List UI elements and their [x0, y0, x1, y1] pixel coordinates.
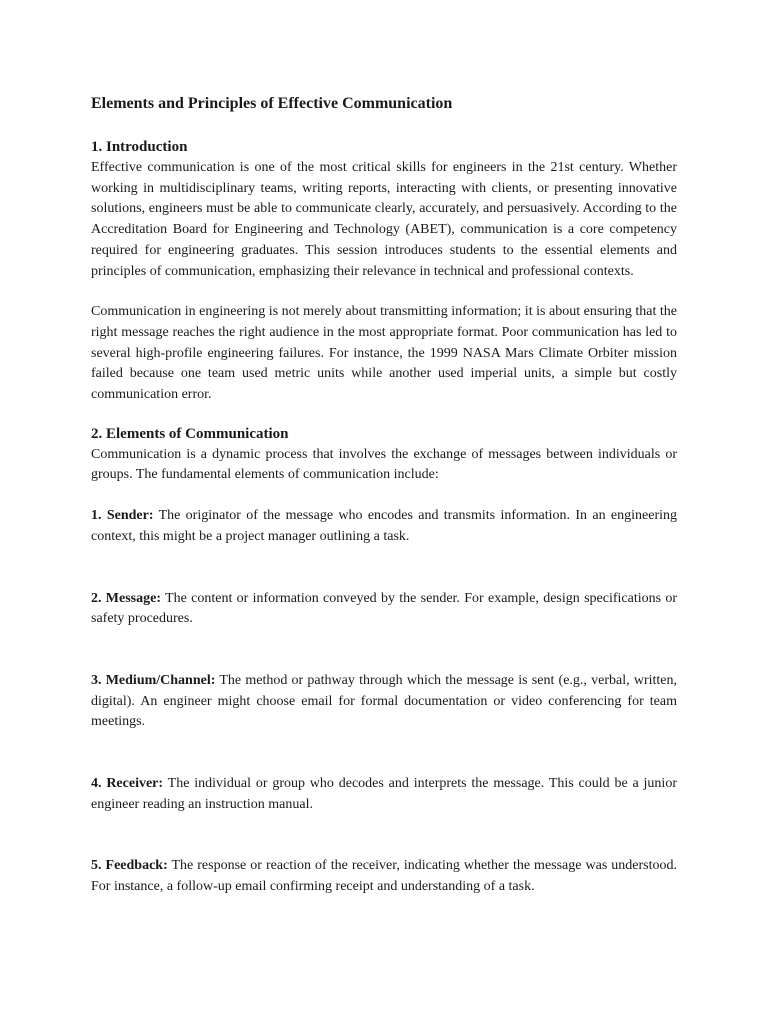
element-label: 2. Message: — [91, 590, 162, 606]
element-receiver — [91, 774, 677, 815]
intro-paragraph-2: Communication in engineering is not merely about transmitting information; it is about ensuring that the right message reaches the right audience in the most appropriate format. Poor communication has led to several high-profile engineering failures. For instance, the 1999 NASA Mars Climate Orbiter mission failed because one team used metric units while another used imperial units, a simple but costly communication error. — [91, 304, 677, 403]
element-text: The method or pathway through which the message is sent (e.g., verbal, written, digital). An engineer might choose email for formal documentation or video conferencing for team meetings. — [91, 672, 677, 730]
element-text: The individual or group who decodes and interprets the message. This could be a junior engineer reading an instruction manual. — [91, 776, 677, 812]
element-feedback — [91, 856, 677, 897]
element-label: 1. Sender: — [91, 508, 154, 524]
document-title: Elements and Principles of Effective Communication — [91, 95, 453, 112]
element-sender — [91, 506, 677, 547]
element-text: The content or information conveyed by the sender. For example, design specifications or safety procedures. — [91, 590, 678, 627]
element-label: 4. Receiver: — [91, 776, 164, 792]
element-label: 3. Medium/Channel: — [91, 672, 216, 688]
element-medium-channel — [91, 671, 677, 733]
section-heading-introduction: 1. Introduction — [91, 139, 188, 155]
section-heading-elements: 2. Elements of Communication — [91, 425, 289, 442]
element-text: The response or reaction of the receiver, indicating whether the message was understood. For instance, a follow-up email confirming receipt and understanding of a task. — [91, 858, 677, 895]
elements-intro-paragraph: Communication is a dynamic process that involves the exchange of messages between individuals or groups. The fundamental elements of communication include: — [91, 446, 677, 483]
intro-paragraph-1: Effective communication is one of the most critical skills for engineers in the 21st century. Whether working in multidisciplinary teams, writing reports, interacting with clients, or presenting innovative solutions, engineers must be able to communicate clearly, accurately, and persuasively. According to the Accreditation Board for Engineering and Technology (ABET), communication is a core competency required for engineering graduates. This session introduces students to the essential elements and principles of communication, emphasizing their relevance in technical and professional contexts. — [91, 160, 677, 279]
element-text: The originator of the message who encodes and transmits information. In an engineering context, this might be a project manager outlining a task. — [91, 508, 677, 544]
document-page — [91, 93, 677, 898]
element-label: 5. Feedback: — [91, 858, 168, 874]
element-message — [91, 589, 677, 630]
